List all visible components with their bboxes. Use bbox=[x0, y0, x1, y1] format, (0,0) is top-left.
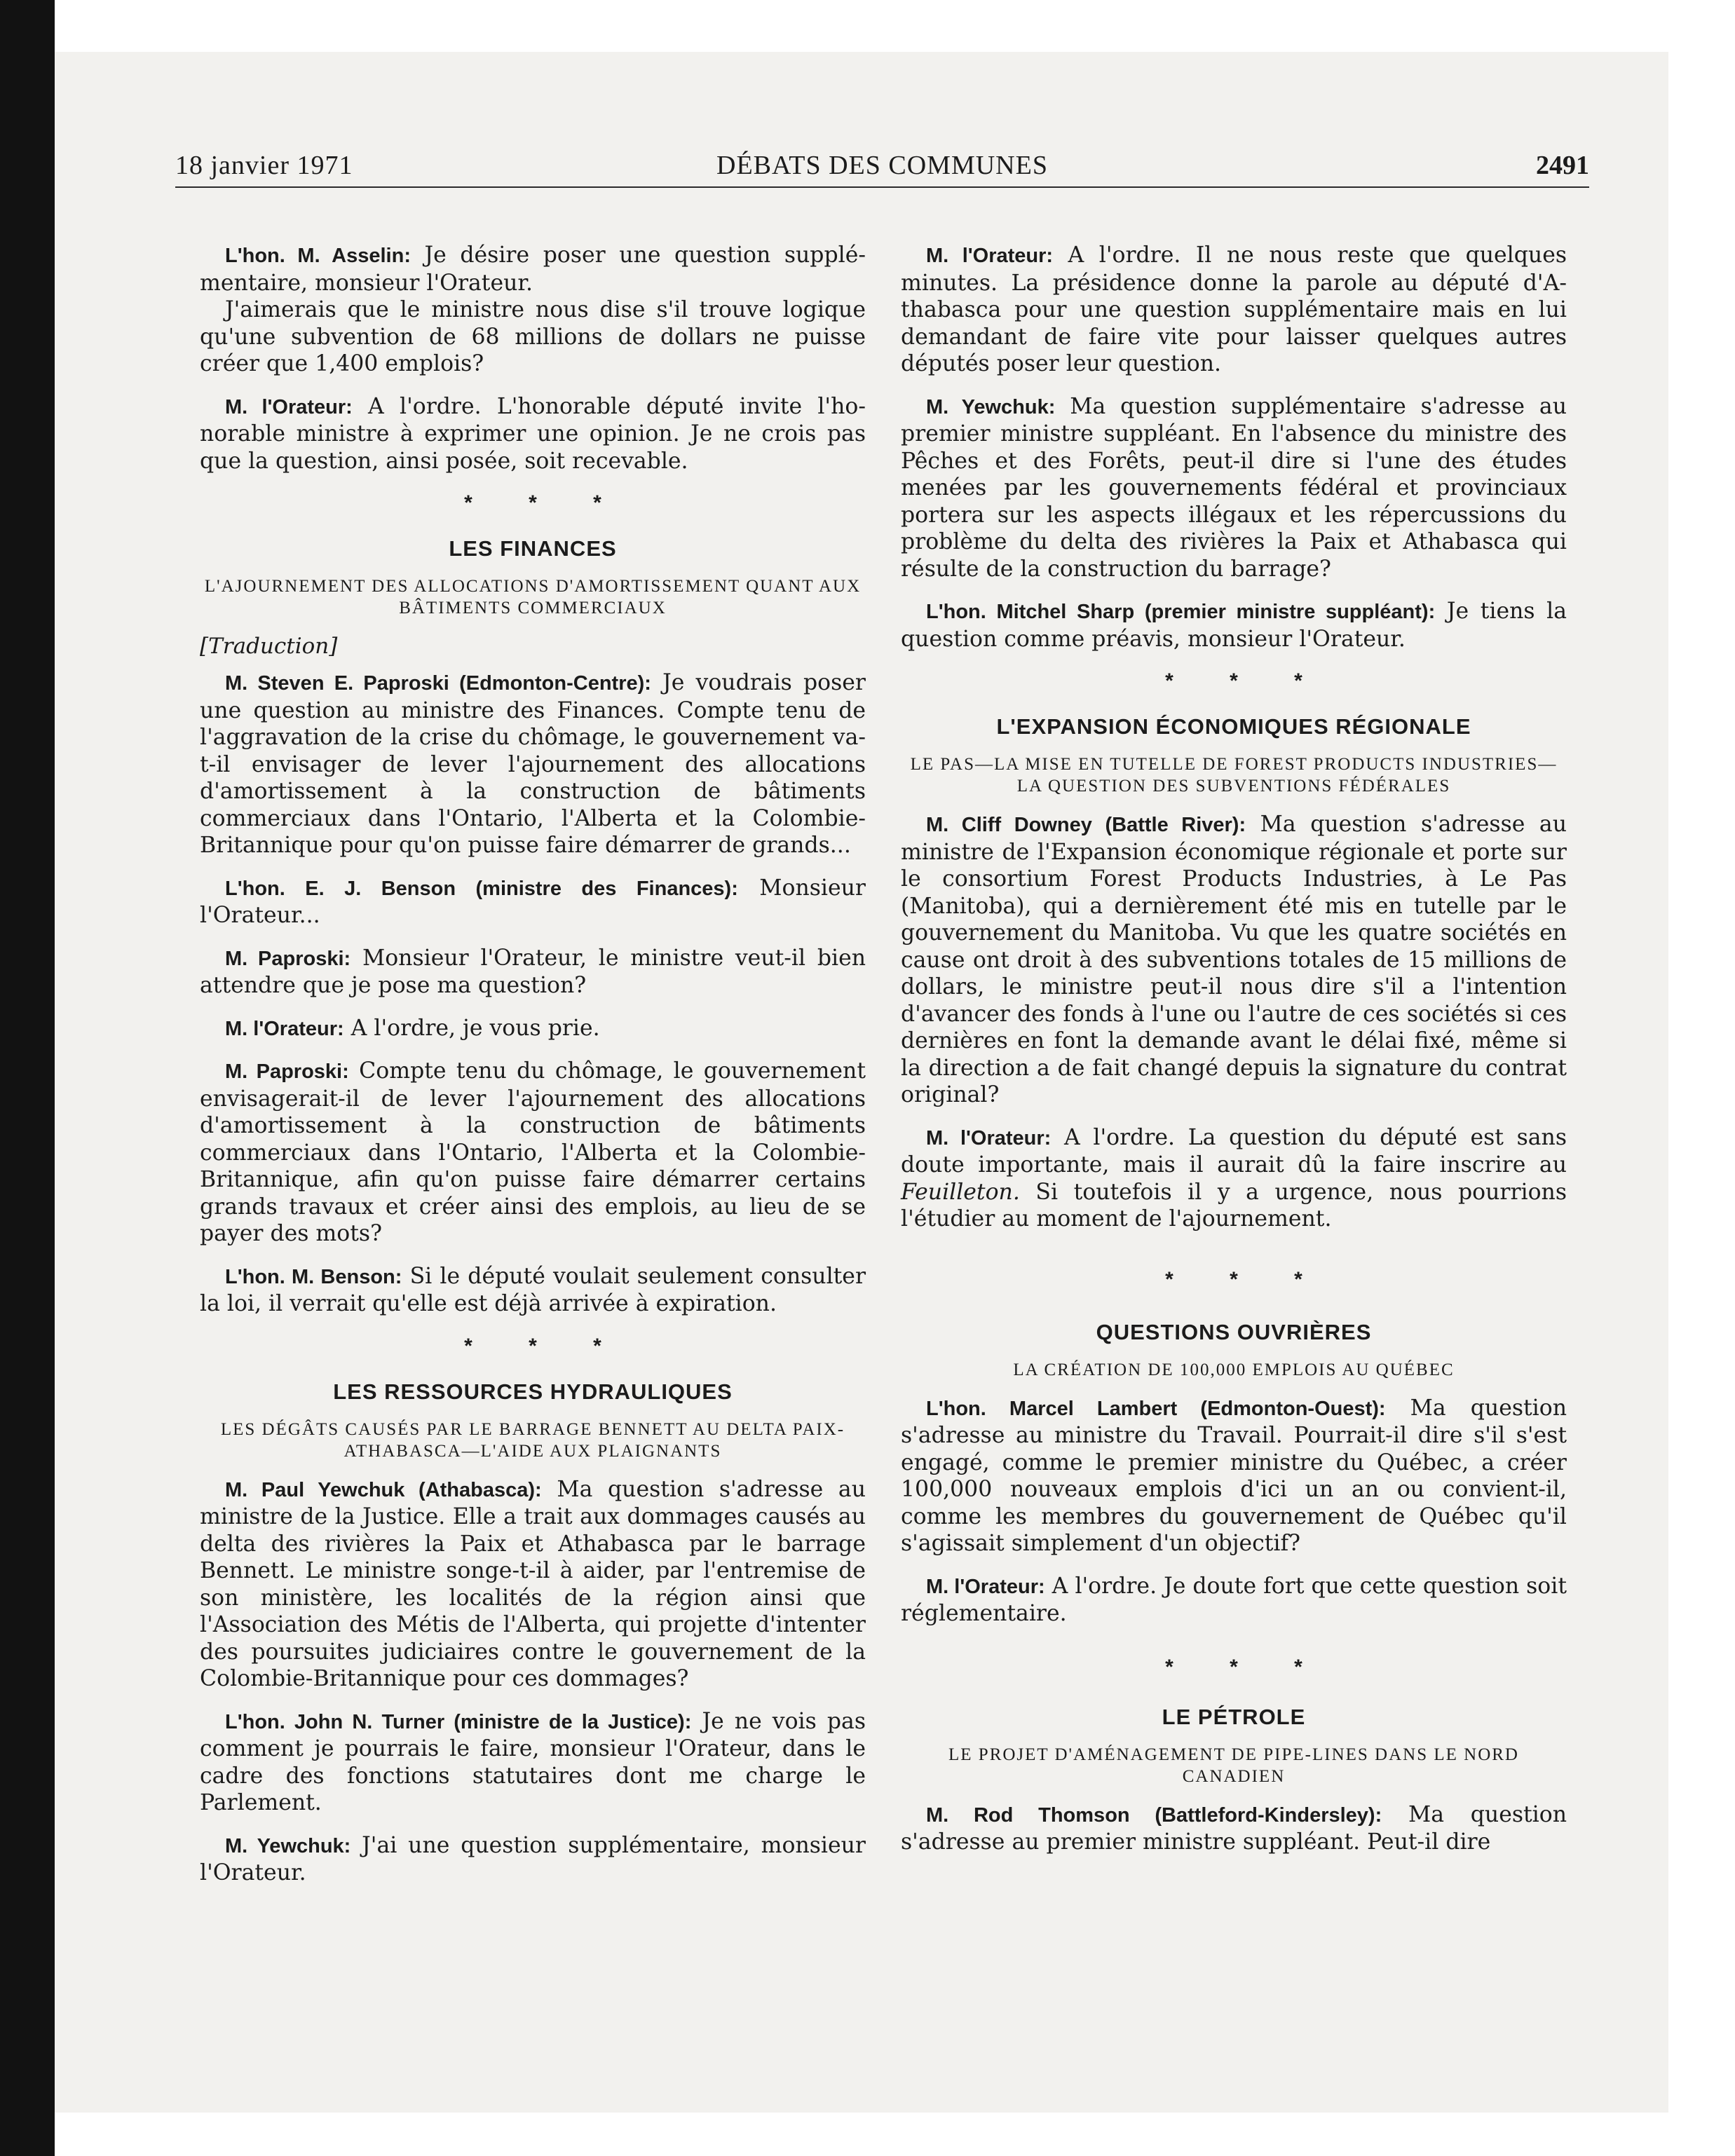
speaker-name: M. Yewchuk: bbox=[225, 1834, 351, 1857]
speaker-name: M. Rod Thomson (Battleford-Kindersley): bbox=[926, 1803, 1382, 1827]
header-date: 18 janvier 1971 bbox=[175, 151, 353, 180]
speech-text: A l'ordre. Je doute fort que cette question soit réglementaire. bbox=[901, 1573, 1567, 1626]
speaker-name: L'hon. John N. Turner (ministre de la Justice): bbox=[225, 1710, 692, 1733]
speech-text: A l'ordre. Il ne nous reste que quelques minutes. La présidence donne la parole au député d'Athabasca pour une question supplémentaire mais en lui demandant de faire vite pour laisser quelques autres députés poser leur question. bbox=[901, 243, 1567, 376]
speech-text: Je désire poser une question supplémentaire, monsieur l'Orateur. bbox=[200, 243, 866, 296]
speaker-name: M. Paproski: bbox=[225, 1060, 349, 1083]
section-title-expansion: L'EXPANSION ÉCONOMIQUES RÉGIONALE bbox=[996, 714, 1471, 739]
speaker-name: L'hon. M. Benson: bbox=[225, 1265, 402, 1288]
speech-paragraph bbox=[200, 945, 866, 999]
section-separator: * * * bbox=[1165, 1267, 1328, 1291]
speech-text: Si le député voulait seulement consulter la loi, il verrait qu'elle est déjà arrivée à expiration. bbox=[200, 1263, 866, 1316]
left-column bbox=[200, 242, 866, 1902]
speech-text: A l'ordre. L'honorable député invite l'honorable ministre à exprimer une opinion. Je ne crois pas que la question, ainsi posée, soit recevable. bbox=[200, 393, 866, 474]
section-separator: * * * bbox=[464, 491, 627, 514]
speech-text: Monsieur l'Orateur... bbox=[200, 875, 866, 928]
right-column bbox=[901, 242, 1567, 1871]
speech-paragraph bbox=[901, 1395, 1567, 1557]
section-separator: * * * bbox=[1165, 669, 1328, 692]
speech-text: A l'ordre. La question du député est sans doute importante, mais il aurait dû la faire inscrire au bbox=[901, 1124, 1567, 1178]
speech-paragraph bbox=[200, 393, 866, 475]
section-subtitle: LE PAS—LA MISE EN TUTELLE DE FOREST PRODUCTS INDUSTRIES—LA QUESTION DES SUBVENTIONS FÉDÉRALES bbox=[910, 755, 1558, 796]
header-journal-title: DÉBATS DES COMMUNES bbox=[716, 151, 1048, 180]
scan-margin-top bbox=[0, 0, 1735, 52]
section-separator: * * * bbox=[464, 1334, 627, 1358]
italic-term: Feuilleton. bbox=[901, 1179, 1020, 1205]
section-title-ouvrieres: QUESTIONS OUVRIÈRES bbox=[1096, 1319, 1372, 1344]
speech-paragraph bbox=[901, 242, 1567, 378]
speech-text: Je voudrais poser une question au ministre des Finances. Compte tenu de l'aggravation de la crise du chômage, le gouvernement va-t-il envisager de lever l'ajournement des allocations d'amortissement à la construction de bâtiments commerciaux dans l'Ontario, l'Alberta et la Colombie-Britannique pour qu'on puisse faire démarrer de grands... bbox=[200, 670, 866, 858]
speech-text: Compte tenu du chômage, le gouvernement envisagerait-il de lever l'ajournement des allocations d'amortissement à la construction de bâtiments commerciaux dans l'Ontario, l'Alberta et la Colombie-Britannique, afin qu'on puisse faire démarrer certains grands travaux et créer ainsi des emplois, au lieu de se payer des mots? bbox=[200, 1058, 866, 1246]
speech-text: Ma question s'adresse au ministre du Travail. Pourrait-il dire s'il s'est engagé, comme le premier ministre du Québec, a créer 100,000 nouveaux emplois d'ici un an ou convient-il, comme les membres du gouvernement de Québec qu'il s'agissait simplement d'un objectif? bbox=[901, 1395, 1567, 1556]
speech-paragraph bbox=[901, 1124, 1567, 1233]
speech-text: Je tiens la question comme préavis, monsieur l'Orateur. bbox=[901, 599, 1567, 652]
header-page-number: 2491 bbox=[1536, 151, 1589, 180]
section-subtitle: LE PROJET D'AMÉNAGEMENT DE PIPE-LINES DANS LE NORD CANADIEN bbox=[948, 1745, 1519, 1786]
section-title-hydro: LES RESSOURCES HYDRAULIQUES bbox=[333, 1379, 733, 1404]
speech-paragraph bbox=[200, 296, 866, 378]
speaker-name: M. Steven E. Paproski (Edmonton-Centre): bbox=[225, 672, 651, 695]
section-subtitle: LES DÉGÂTS CAUSÉS PAR LE BARRAGE BENNETT AU DELTA PAIX-ATHABASCA—L'AIDE AUX PLAIGNANTS bbox=[220, 1419, 845, 1461]
speech-paragraph bbox=[200, 1832, 866, 1887]
speech-paragraph bbox=[200, 1708, 866, 1817]
speech-paragraph bbox=[901, 1573, 1567, 1628]
section-subtitle: L'AJOURNEMENT DES ALLOCATIONS D'AMORTISSEMENT QUANT AUX BÂTIMENTS COMMERCIAUX bbox=[204, 577, 862, 618]
speech-text: Ma question s'adresse au ministre de la Justice. Elle a trait aux dommages causés au delta des rivières la Paix et Athabasca par le barrage Bennett. Le ministre songe-t-il à aider, par l'entremise de son ministère, les localités de la région ainsi que l'Association des Métis de l'Alberta, qui projette d'intenter des poursuites judiciaires contre le gouvernement de la Colombie-Britannique pour ces dommages? bbox=[200, 1476, 866, 1691]
section-separator: * * * bbox=[1165, 1655, 1328, 1679]
speech-text: Je ne vois pas comment je pourrais le faire, monsieur l'Orateur, dans le cadre des fonctions statutaires dont me charge le Parlement. bbox=[200, 1708, 866, 1815]
section-title-petrole: LE PÉTROLE bbox=[1162, 1704, 1306, 1729]
speech-text: J'aimerais que le ministre nous dise s'il trouve logique qu'une subvention de 68 millions de dollars ne puisse créer que 1,400 emplois? bbox=[200, 297, 866, 376]
speech-text: A l'ordre, je vous prie. bbox=[343, 1015, 600, 1041]
running-header bbox=[175, 150, 1589, 188]
speech-text: Ma question s'adresse au premier ministre suppléant. Peut-il dire bbox=[901, 1801, 1567, 1855]
speech-text: Monsieur l'Orateur, le ministre veut-il bien attendre que je pose ma question? bbox=[200, 945, 866, 998]
speaker-name: M. Paul Yewchuk (Athabasca): bbox=[225, 1478, 542, 1501]
speech-text: Ma question s'adresse au ministre de l'Expansion économique régionale et porte sur le consortium Forest Products Industries, à Le Pas (Manitoba), qui a dernièrement été mis en tutelle par le gouvernement du Manitoba. Vu que les quatre sociétés en cause ont droit à des subventions totales de 15 millions de dollars, le ministre peut-il nous dire s'il a l'intention d'avancer des fonds à l'une ou l'autre de ces sociétés si ces dernières en font la demande avant le délai fixé, même si la direction a de fait changé depuis la signature du contrat original? bbox=[901, 812, 1567, 1107]
speech-text: Si toutefois il y a urgence, nous pourrions l'étudier au moment de l'ajournement. bbox=[901, 1179, 1567, 1231]
section-title-finances: LES FINANCES bbox=[449, 536, 617, 561]
speech-text: Ma question supplémentaire s'adresse au premier ministre suppléant. En l'absence du ministre des Pêches et des Forêts, peut-il dire si l'une des études menées par les gouvernements fédéral et provinciaux portera sur les aspects illégaux et les répercussions du problème du delta des rivières la Paix et Athabasca qui résulte de la construction du barrage? bbox=[901, 393, 1567, 582]
speech-paragraph bbox=[200, 1058, 866, 1248]
speaker-name: M. Cliff Downey (Battle River): bbox=[926, 814, 1246, 836]
section-subtitle: LA CRÉATION DE 100,000 EMPLOIS AU QUÉBEC bbox=[1013, 1360, 1455, 1379]
speech-paragraph bbox=[200, 669, 866, 859]
speech-paragraph bbox=[200, 1263, 866, 1318]
speech-text: J'ai une question supplémentaire, monsieur l'Orateur. bbox=[200, 1832, 866, 1885]
speech-paragraph bbox=[901, 598, 1567, 653]
speech-paragraph bbox=[200, 1015, 866, 1043]
speaker-name: L'hon. M. Asselin: bbox=[225, 245, 411, 267]
speech-paragraph bbox=[200, 1476, 866, 1693]
speech-paragraph bbox=[200, 242, 866, 296]
speaker-name: L'hon. Mitchel Sharp (premier ministre suppléant): bbox=[926, 601, 1436, 623]
speaker-name: L'hon. Marcel Lambert (Edmonton-Ouest): bbox=[926, 1397, 1386, 1420]
speaker-name: M. l'Orateur: bbox=[926, 245, 1054, 267]
speech-paragraph bbox=[901, 393, 1567, 583]
speaker-name: M. l'Orateur: bbox=[225, 395, 353, 418]
speech-paragraph bbox=[200, 875, 866, 929]
speaker-name: M. l'Orateur: bbox=[926, 1575, 1045, 1598]
speaker-name: M. Paproski: bbox=[225, 947, 351, 970]
speaker-name: M. Yewchuk: bbox=[926, 395, 1056, 418]
speaker-name: M. l'Orateur: bbox=[926, 1126, 1052, 1149]
translation-note: [Traduction] bbox=[200, 634, 338, 659]
scan-border-left bbox=[0, 0, 55, 2156]
speech-paragraph bbox=[901, 811, 1567, 1109]
speaker-name: L'hon. E. J. Benson (ministre des Finances): bbox=[225, 877, 738, 900]
speaker-name: M. l'Orateur: bbox=[225, 1017, 344, 1040]
speech-paragraph bbox=[901, 1801, 1567, 1856]
